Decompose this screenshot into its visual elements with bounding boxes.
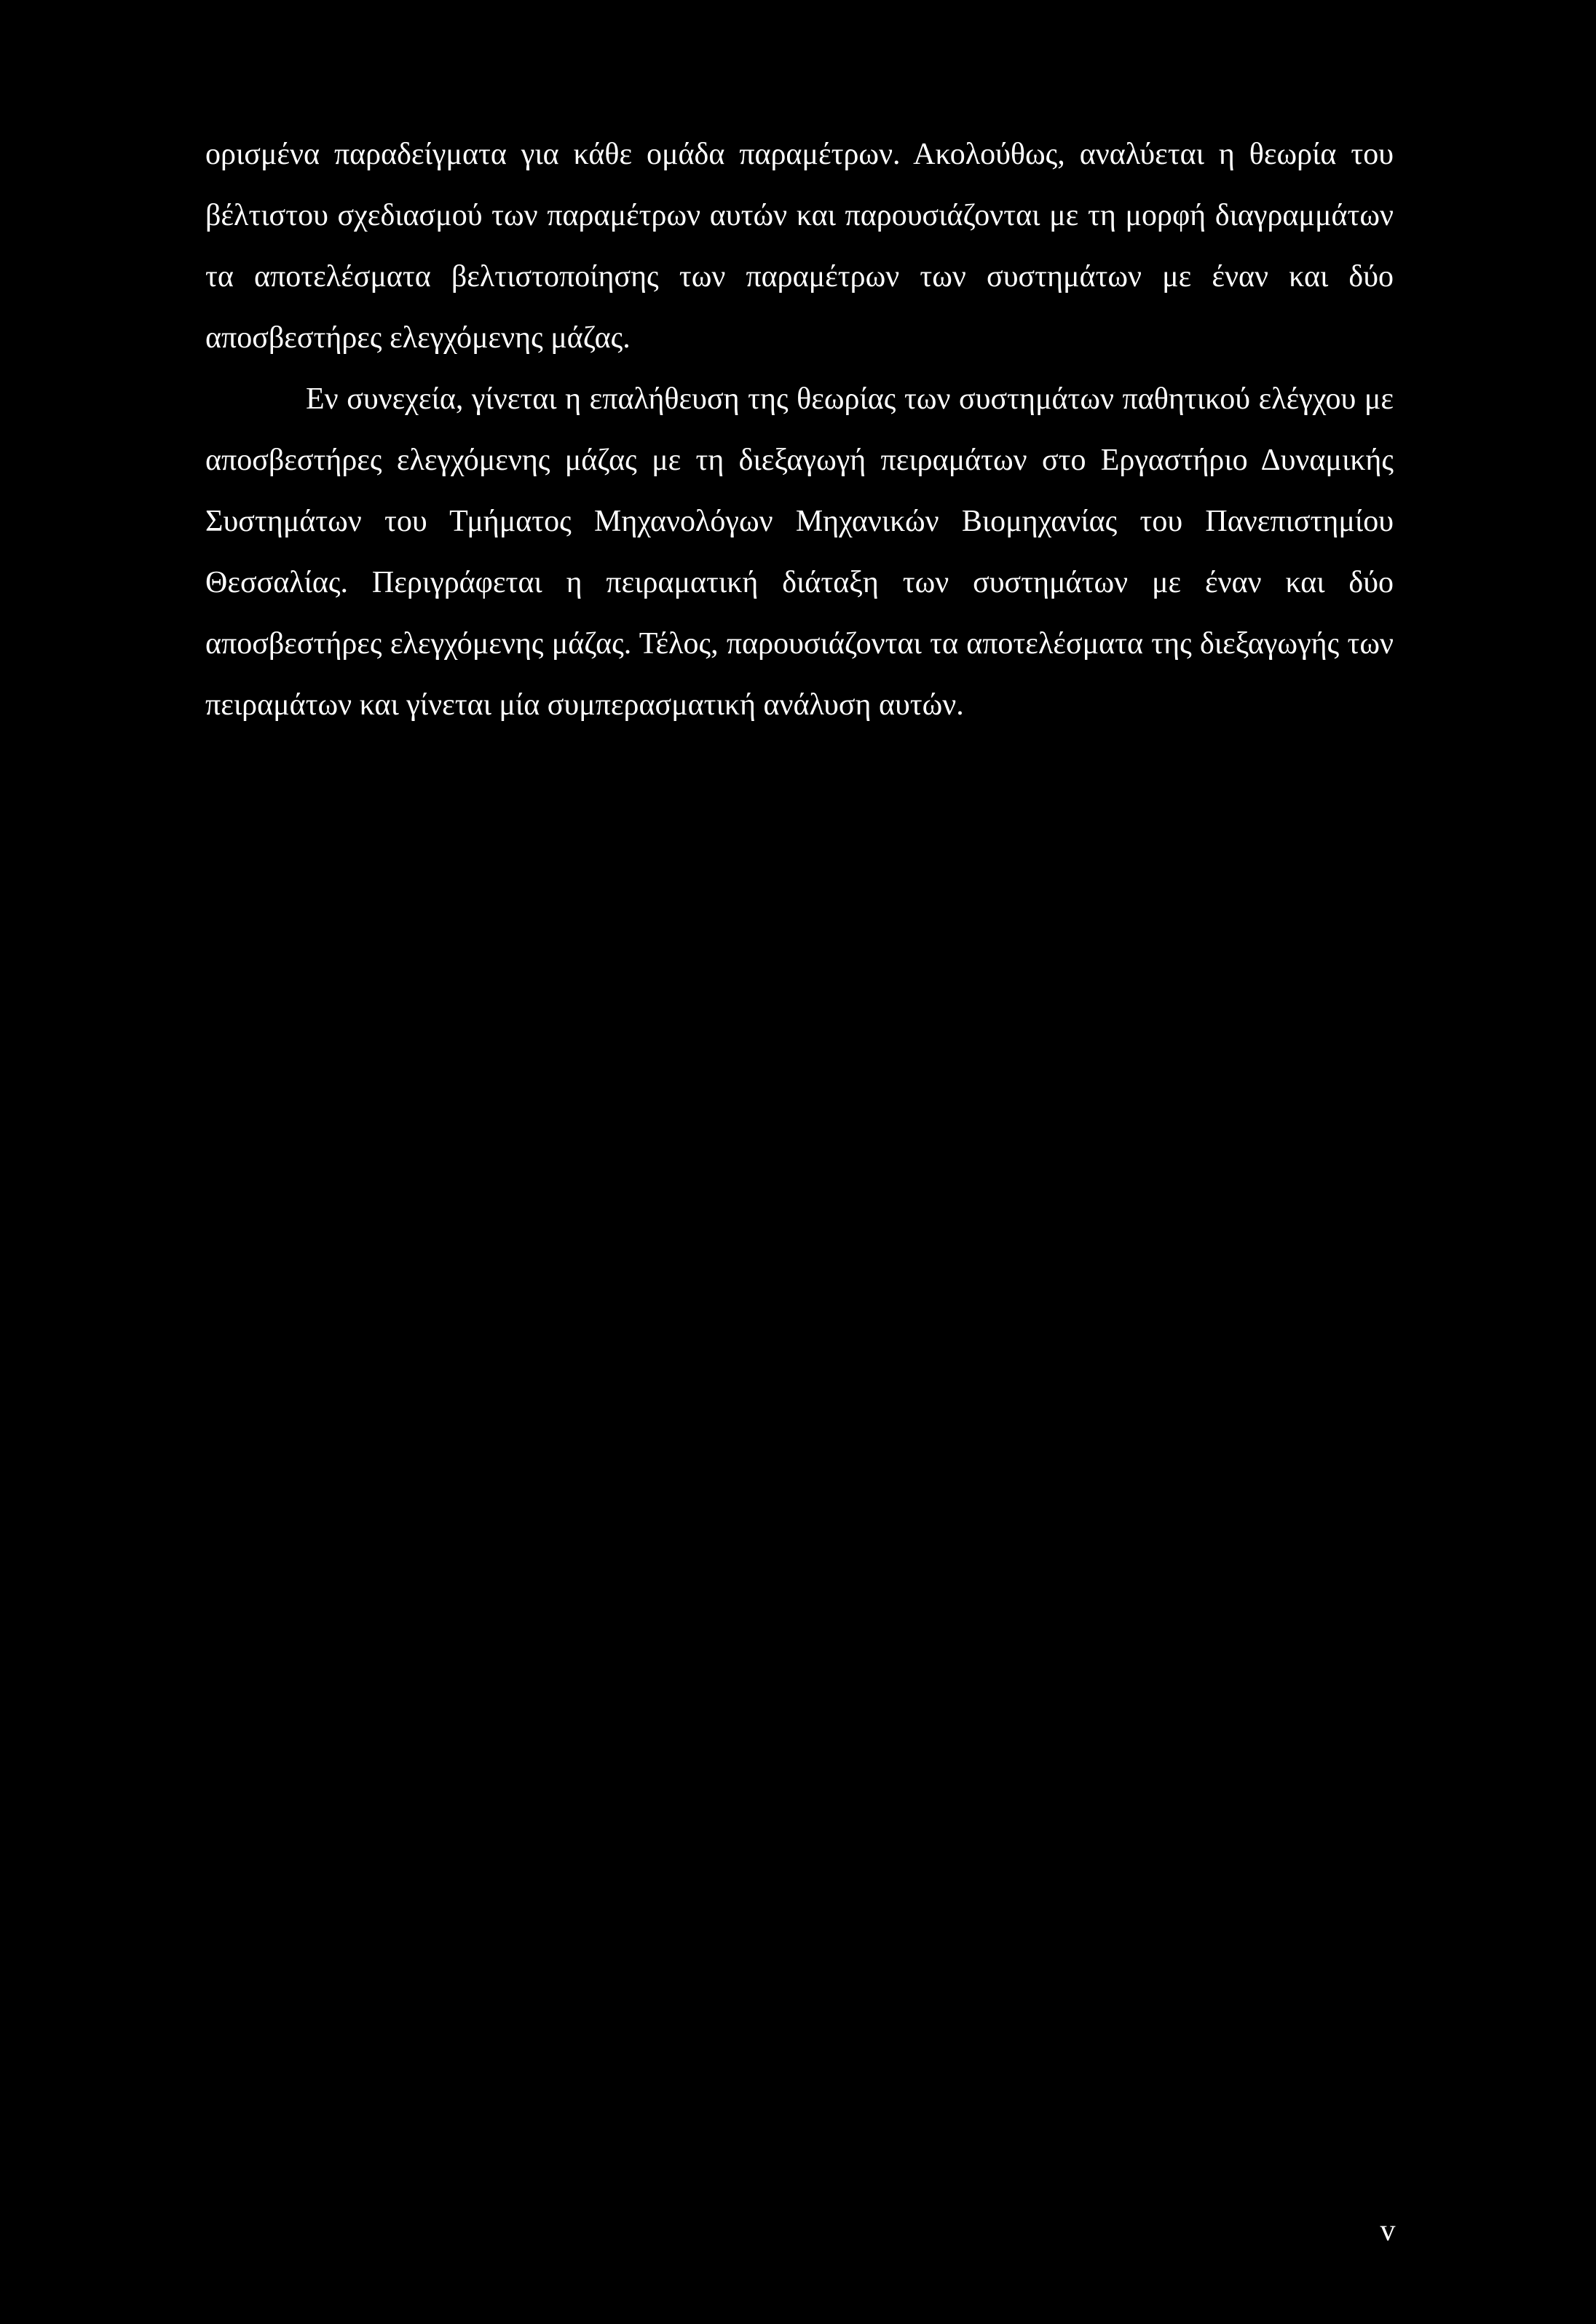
- paragraph-experiments: Εν συνεχεία, γίνεται η επαλήθευση της θεωρίας των συστημάτων παθητικού ελέγχου με αποσβεστήρες ελεγχόμενης μάζας με τη διεξαγωγή πειραμάτων στο Εργαστήριο Δυναμικής Συστημάτων του Τμήματος Μηχανολόγων Μηχανικών Βιομηχανίας του Πανεπιστημίου Θεσσαλίας. Περιγράφεται η πειραματική διάταξη των συστημάτων με έναν και δύο αποσβεστήρες ελεγχόμενης μάζας. Τέλος, παρουσιάζονται τα αποτελέσματα της διεξαγωγής των πειραμάτων και γίνεται μία συμπερασματική ανάλυση αυτών.: [205, 382, 1394, 722]
- page-number: v: [1380, 2214, 1396, 2248]
- paragraph-continuation: ορισμένα παραδείγματα για κάθε ομάδα παραμέτρων. Ακολούθως, αναλύεται η θεωρία του βέλτιστου σχεδιασμού των παραμέτρων αυτών και παρουσιάζονται με τη μορφή διαγραμμάτων τα αποτελέσματα βελτιστοποίησης των παραμέτρων των συστημάτων με έναν και δύο αποσβεστήρες ελεγχόμενης μάζας.: [205, 138, 1394, 355]
- body-text: [205, 124, 1394, 736]
